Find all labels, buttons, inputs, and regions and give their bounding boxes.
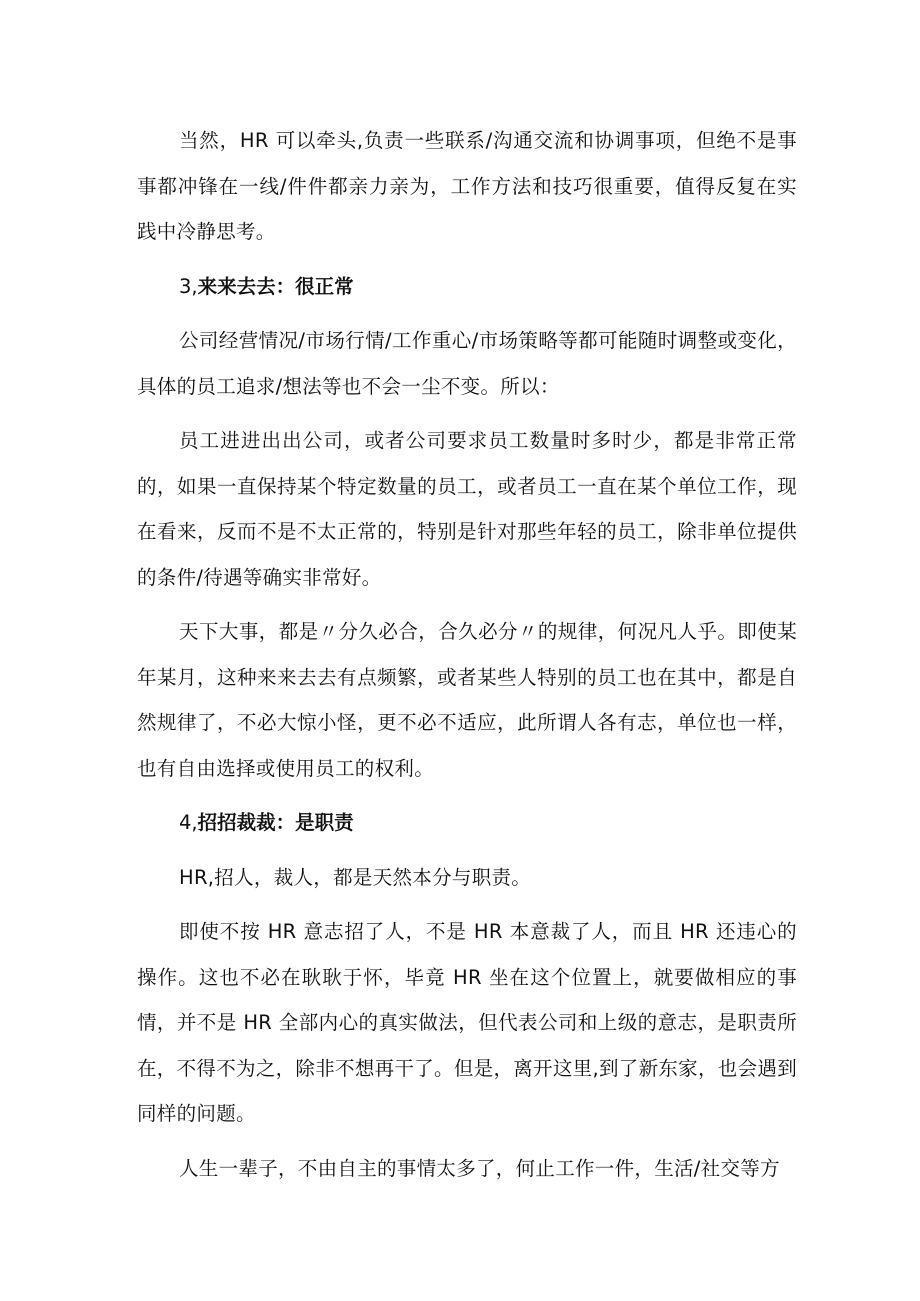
document-body <box>137 118 797 1200</box>
paragraph-natural-law: 天下大事，都是〃分久必合，合久必分〃的规律，何况凡人乎。即使某年某月，这种来来去去有点频繁，或者某些人特别的员工也在其中，都是自然规律了，不必大惊小怪，更不必不适应，此所谓人各有志，单位也一样，也有自由选择或使用员工的权利。 <box>137 620 797 780</box>
paragraph-hr-coordination: 当然，HR 可以牵头,负责一些联系/沟通交流和协调事项，但绝不是事事都冲锋在一线/件件都亲力亲为，工作方法和技巧很重要，值得反复在实践中冷静思考。 <box>137 129 797 243</box>
section-number: 4, <box>179 811 198 834</box>
paragraph-life: 人生一辈子，不由自主的事情太多了，何止工作一件，生活/社交等方 <box>179 1156 780 1180</box>
section-heading-3 <box>137 264 797 310</box>
paragraph-employee-turnover: 员工进进出出公司，或者公司要求员工数量时多时少，都是非常正常的，如果一直保持某个特定数量的员工，或者员工一直在某个单位工作，现在看来，反而不是不太正常的，特别是针对那些年轻的员工，除非单位提供的条件/待遇等确实非常好。 <box>137 429 797 589</box>
section-number: 3, <box>179 274 198 298</box>
section-title: 来来去去：很正常 <box>197 274 354 298</box>
paragraph-hr-will: 即使不按 HR 意志招了人，不是 HR 本意裁了人，而且 HR 还违心的操作。这也不必在耿耿于怀，毕竟 HR 坐在这个位置上，就要做相应的事情，并不是 HR 全部内心的真实做法，但代表公司和上级的意志，是职责所在，不得不为之，除非不想再干了。但是，离开这里,到了新东家，也会遇到同样的问题。 <box>137 920 797 1125</box>
section-title: 招招裁裁：是职责 <box>197 811 354 834</box>
paragraph-company-changes: 公司经营情况/市场行情/工作重心/市场策略等都可能随时调整或变化，具体的员工追求/想法等也不会一尘不变。所以： <box>137 329 797 398</box>
section-heading-4 <box>137 800 797 846</box>
paragraph-hr-duty: HR,招人，裁人，都是天然本分与职责。 <box>179 865 532 889</box>
